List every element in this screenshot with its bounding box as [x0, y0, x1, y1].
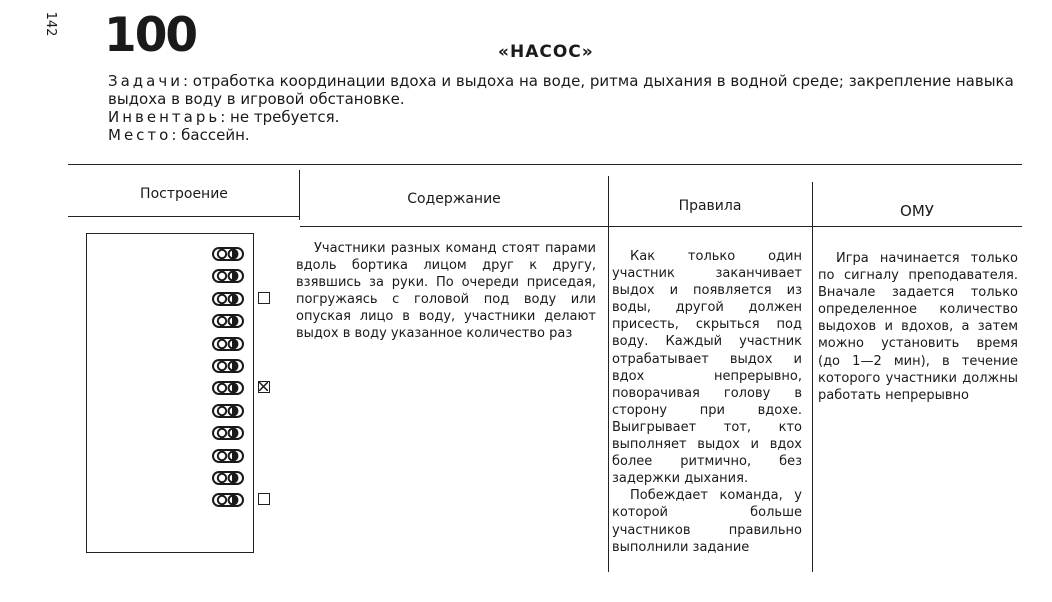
- empty-square-icon: [258, 493, 270, 505]
- tasks-paragraph: [84, 72, 1026, 108]
- swimmer-pair-icon: [212, 291, 244, 305]
- swimmer-pair-icon: [212, 425, 244, 439]
- header-content: Содержание: [407, 191, 501, 207]
- rules-paragraph-2: [612, 487, 802, 555]
- task-block: [84, 72, 1026, 144]
- header-omu: ОМУ: [900, 202, 934, 220]
- swimmer-pair-icon: [212, 492, 244, 506]
- swimmer-pair-icon: [212, 336, 244, 350]
- omu-text: [818, 250, 1018, 404]
- rules-text: [612, 248, 802, 556]
- column-divider-3: [812, 182, 813, 572]
- rules-body-2: Побеждает команда, у которой больше участников правильно выполнили задание: [612, 488, 802, 555]
- inventory-line: [84, 108, 1026, 126]
- inventory-label: Инвентарь: [108, 108, 221, 126]
- empty-square-icon: [258, 292, 270, 304]
- place-line: [84, 126, 1026, 144]
- game-number: 100: [104, 8, 197, 63]
- column-divider-2: [608, 176, 609, 572]
- swimmer-pair-icon: [212, 268, 244, 282]
- swimmer-pair-icon: [212, 448, 244, 462]
- table-header-rule-left: [68, 216, 300, 217]
- swimmer-pair-icon: [212, 313, 244, 327]
- content-text: [296, 240, 596, 343]
- content-body: Участники разных команд стоят парами вдоль бортика лицом друг к другу, взявшись за руки. По очереди приседая, погружаясь с головой под воду или опуская лицо в воду, участники делают выдох в воду указанное количество раз: [296, 241, 596, 342]
- swimmer-pair-icon: [212, 403, 244, 417]
- rules-body-1: Как только один участник заканчивает выдох и появляется из воды, другой должен присесть, скрыться под воду. Каждый участник отрабатывает выдох и вдох непрерывно, поворачивая голову в сторону при вдохе. Выигрывает тот, кто выполняет выдох и вдох более ритмично, без задержки дыхания.: [612, 249, 802, 487]
- table-header-rule-right: [300, 226, 1022, 227]
- swimmer-pair-icon: [212, 380, 244, 394]
- place-text: : бассейн.: [171, 126, 250, 144]
- place-label: Место: [108, 126, 172, 144]
- game-title: «НАСОС»: [498, 42, 594, 62]
- crossed-square-icon: [258, 381, 270, 393]
- page-number: 142: [43, 11, 58, 37]
- table-top-rule: [68, 164, 1022, 165]
- tasks-text: : отработка координации вдоха и выдоха на воде, ритма дыхания в водной среде; закрепление навыка выдоха в воду в игровой обстановке.: [108, 72, 1014, 108]
- rules-paragraph-1: [612, 248, 802, 487]
- header-formation: Построение: [140, 186, 228, 202]
- tasks-label: Задачи: [108, 72, 183, 90]
- swimmer-pair-icon: [212, 246, 244, 260]
- formation-diagram: [86, 233, 254, 553]
- header-rules: Правила: [678, 198, 742, 214]
- inventory-text: : не требуется.: [220, 108, 340, 126]
- swimmer-pair-icon: [212, 358, 244, 372]
- omu-body: Игра начинается только по сигналу преподавателя. Вначале задается только определенное количество выдохов и вдохов, а затем можно установить время (до 1—2 мин), в течение которого участники должны работать непрерывно: [818, 251, 1018, 403]
- swimmer-pair-icon: [212, 470, 244, 484]
